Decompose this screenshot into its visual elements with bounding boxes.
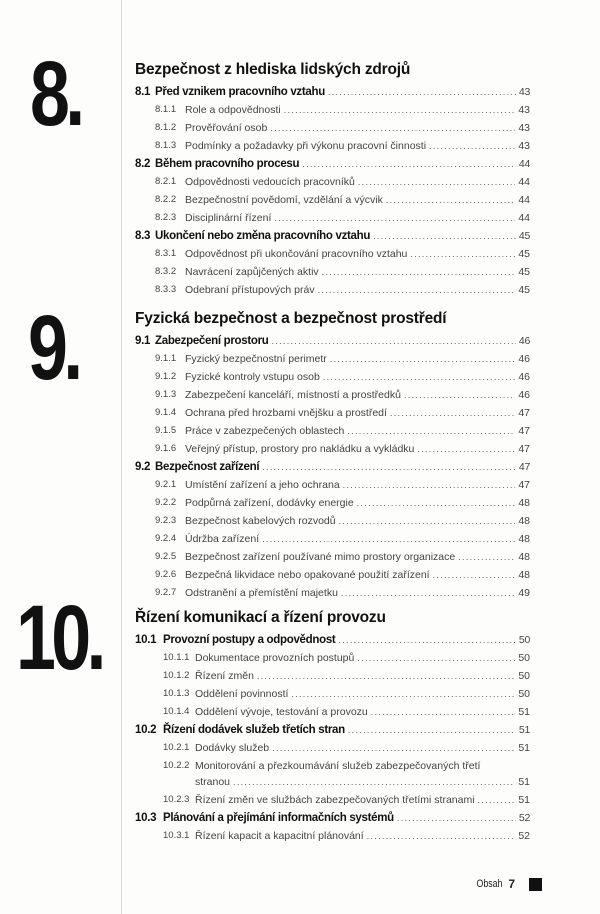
entry-number: 10.3.1 <box>163 830 190 841</box>
toc-section-entry[interactable] <box>135 720 530 738</box>
toc-section-entry[interactable] <box>135 808 530 826</box>
toc-subsection-entry[interactable] <box>135 262 530 280</box>
entry-title: Fyzický bezpečnostní perimetr <box>185 353 327 365</box>
entry-title: Odebraní přístupových práv <box>185 284 315 296</box>
entry-page: 45 <box>518 248 530 260</box>
entry-page: 46 <box>518 353 530 365</box>
entry-page: 47 <box>518 461 530 473</box>
entry-number: 9.2.1 <box>155 479 177 490</box>
entry-title: Oddělení vývoje, testování a provozu <box>195 706 368 718</box>
entry-number: 9.2.3 <box>155 515 177 526</box>
dot-leader <box>262 459 516 475</box>
entry-number: 8.3.1 <box>155 248 177 259</box>
dot-leader <box>272 740 515 756</box>
toc-subsection-entry[interactable] <box>135 547 530 565</box>
entry-number: 9.1.4 <box>155 407 177 418</box>
toc-subsection-entry[interactable] <box>135 349 530 367</box>
entry-page: 51 <box>518 794 530 806</box>
dot-leader <box>478 792 516 808</box>
dot-leader <box>339 513 516 529</box>
entry-number: 10.2 <box>135 724 157 736</box>
entry-number: 9.1.1 <box>155 353 177 364</box>
dot-leader <box>397 810 516 826</box>
black-square-marker <box>529 878 542 891</box>
entry-title: Zabezpečení kanceláří, místností a prostředků <box>185 389 401 401</box>
page-number: 7 <box>508 877 516 891</box>
entry-page: 50 <box>518 688 530 700</box>
entry-page: 45 <box>518 230 530 242</box>
toc-section-entry[interactable] <box>135 226 530 244</box>
toc-subsection-entry[interactable] <box>135 756 530 774</box>
toc-section-entry[interactable] <box>135 331 530 349</box>
entry-title: Odpovědnosti vedoucích pracovníků <box>185 176 355 188</box>
entry-page: 50 <box>518 652 530 664</box>
entry-page: 51 <box>518 706 530 718</box>
entry-title: Bezpečná likvidace nebo opakované použití zařízení <box>185 569 430 581</box>
toc-subsection-entry[interactable] <box>135 475 530 493</box>
toc-subsection-entry[interactable] <box>135 100 530 118</box>
entry-page: 44 <box>518 158 530 170</box>
dot-leader <box>358 174 515 190</box>
dot-leader <box>323 369 516 385</box>
toc-subsection-entry[interactable] <box>135 172 530 190</box>
entry-title: Řízení změn ve službách zabezpečovaných třetími stranami <box>195 794 475 806</box>
entry-number: 10.2.2 <box>163 760 190 771</box>
entry-number: 8.3.2 <box>155 266 177 277</box>
entry-number: 9.2.4 <box>155 533 177 544</box>
entry-number: 10.2.1 <box>163 742 190 753</box>
dot-leader <box>433 567 516 583</box>
toc-subsection-entry[interactable] <box>135 684 530 702</box>
entry-number: 9.1.6 <box>155 443 177 454</box>
entry-title: Bezpečnost zařízení <box>155 461 260 473</box>
toc-section-entry[interactable] <box>135 630 530 648</box>
entry-number: 8.3 <box>135 230 151 242</box>
entry-page: 43 <box>518 122 530 134</box>
entry-number: 9.2.7 <box>155 587 177 598</box>
toc-section-entry[interactable] <box>135 82 530 100</box>
entry-page: 50 <box>518 634 530 646</box>
dot-leader <box>338 632 515 648</box>
entry-number: 10.3 <box>135 812 157 824</box>
entry-title: Monitorování a přezkoumávání služeb zabezpečovaných třetí <box>195 760 481 772</box>
entry-title: Podpůrná zařízení, dodávky energie <box>185 497 354 509</box>
entry-title: Plánování a přejímání informačních systémů <box>163 812 394 824</box>
entry-page: 49 <box>518 587 530 599</box>
entry-list <box>135 630 530 844</box>
toc-subsection-entry[interactable] <box>135 648 530 666</box>
entry-page: 48 <box>518 533 530 545</box>
entry-number: 8.1 <box>135 86 151 98</box>
toc-subsection-entry[interactable] <box>135 826 530 844</box>
entry-title: Řízení kapacit a kapacitní plánování <box>195 830 364 842</box>
dot-leader <box>302 156 516 172</box>
toc-subsection-entry[interactable] <box>135 565 530 583</box>
entry-number: 10.2.3 <box>163 794 190 805</box>
entry-number: 9.2 <box>135 461 151 473</box>
toc-section-entry[interactable] <box>135 457 530 475</box>
entry-title: Ochrana před hrozbami vnějšku a prostředí <box>185 407 387 419</box>
entry-title: Podmínky a požadavky při výkonu pracovní činnosti <box>185 140 427 152</box>
entry-title: Odstranění a přemístění majetku <box>185 587 338 599</box>
entry-page: 52 <box>518 812 530 824</box>
entry-number: 9.1.5 <box>155 425 177 436</box>
dot-leader <box>458 549 515 565</box>
entry-title: Bezpečnost zařízení používané mimo prostory organizace <box>185 551 456 563</box>
entry-number: 8.2.2 <box>155 194 177 205</box>
entry-title: Před vznikem pracovního vztahu <box>155 86 325 98</box>
entry-title: Bezpečnost kabelových rozvodů <box>185 515 336 527</box>
entry-number: 9.1.3 <box>155 389 177 400</box>
entry-page: 51 <box>518 742 530 754</box>
entry-page: 47 <box>518 407 530 419</box>
entry-title: Odpovědnost při ukončování pracovního vztahu <box>185 248 408 260</box>
dot-leader <box>429 138 515 154</box>
dot-leader <box>410 246 515 262</box>
toc-subsection-entry[interactable] <box>135 136 530 154</box>
toc-subsection-entry[interactable] <box>135 403 530 421</box>
dot-leader <box>330 351 516 367</box>
toc-subsection-entry[interactable] <box>135 190 530 208</box>
dot-leader <box>371 704 516 720</box>
entry-page: 47 <box>518 425 530 437</box>
chapter-9-number: 9. <box>28 297 79 399</box>
chapter-9 <box>135 309 530 601</box>
dot-leader <box>274 210 515 226</box>
entry-number: 10.1.3 <box>163 688 190 699</box>
entry-number: 9.2.2 <box>155 497 177 508</box>
dot-leader <box>270 120 515 136</box>
dot-leader <box>373 228 516 244</box>
toc-subsection-entry[interactable] <box>135 529 530 547</box>
chapter-title: Řízení komunikací a řízení provozu <box>135 609 386 626</box>
dot-leader <box>357 650 515 666</box>
entry-page: 50 <box>518 670 530 682</box>
toc-subsection-entry[interactable] <box>135 118 530 136</box>
entry-title: Řízení změn <box>195 670 254 682</box>
toc-subsection-entry[interactable] <box>135 702 530 720</box>
dot-leader <box>348 722 516 738</box>
chapter-10-number: 10. <box>16 587 102 689</box>
toc-section-entry[interactable] <box>135 154 530 172</box>
toc-subsection-entry[interactable] <box>135 790 530 808</box>
chapter-8-number: 8. <box>30 43 81 145</box>
dot-leader <box>390 405 515 421</box>
entry-title: Dodávky služeb <box>195 742 270 754</box>
entry-page: 48 <box>518 497 530 509</box>
dot-leader <box>347 423 515 439</box>
entry-list <box>135 331 530 601</box>
entry-title-continuation: stranou <box>195 776 231 788</box>
entry-title: Navrácení zapůjčených aktiv <box>185 266 319 278</box>
entry-title: Dokumentace provozních postupů <box>195 652 355 664</box>
toc-subsection-entry[interactable] <box>135 244 530 262</box>
entry-title: Provozní postupy a odpovědnost <box>163 634 336 646</box>
entry-number: 10.1.1 <box>163 652 190 663</box>
entry-page: 43 <box>518 140 530 152</box>
toc-subsection-entry[interactable] <box>135 666 530 684</box>
entry-title: Disciplinární řízení <box>185 212 272 224</box>
entry-title: Fyzické kontroly vstupu osob <box>185 371 320 383</box>
entry-title: Práce v zabezpečených oblastech <box>185 425 345 437</box>
entry-number: 8.2.1 <box>155 176 177 187</box>
entry-number: 8.3.3 <box>155 284 177 295</box>
entry-number: 9.2.6 <box>155 569 177 580</box>
chapter-title: Fyzická bezpečnost a bezpečnost prostředí <box>135 310 447 327</box>
dot-leader <box>272 333 516 349</box>
dot-leader <box>417 441 515 457</box>
entry-number: 8.1.2 <box>155 122 177 133</box>
entry-number: 8.1.3 <box>155 140 177 151</box>
toc-subsection-entry[interactable] <box>135 583 530 601</box>
toc-subsection-entry[interactable] <box>135 738 530 756</box>
entry-number: 10.1 <box>135 634 157 646</box>
entry-title: Prověřování osob <box>185 122 268 134</box>
entry-title: Umístění zařízení a jeho ochrana <box>185 479 340 491</box>
entry-page: 48 <box>518 569 530 581</box>
dot-leader <box>233 774 515 790</box>
dot-leader <box>284 102 516 118</box>
entry-title: Oddělení povinností <box>195 688 289 700</box>
entry-title: Role a odpovědnosti <box>185 104 281 116</box>
entry-page: 44 <box>518 212 530 224</box>
entry-page: 43 <box>518 86 530 98</box>
entry-number: 9.1 <box>135 335 151 347</box>
toc-subsection-entry[interactable] <box>135 208 530 226</box>
dot-leader <box>322 264 516 280</box>
entry-title: Ukončení nebo změna pracovního vztahu <box>155 230 371 242</box>
entry-title: Bezpečnostní povědomí, vzdělání a výcvik <box>185 194 383 206</box>
entry-page: 51 <box>518 724 530 736</box>
dot-leader <box>357 495 516 511</box>
toc-subsection-entry[interactable] <box>135 493 530 511</box>
entry-page: 51 <box>518 776 530 788</box>
entry-number: 9.1.2 <box>155 371 177 382</box>
entry-page: 45 <box>518 284 530 296</box>
dot-leader <box>343 477 516 493</box>
page-footer <box>470 877 542 891</box>
entry-title: Řízení dodávek služeb třetích stran <box>163 724 345 736</box>
entry-title: Veřejný přístup, prostory pro nakládku a vykládku <box>185 443 415 455</box>
entry-page: 47 <box>518 443 530 455</box>
entry-page: 52 <box>518 830 530 842</box>
dot-leader <box>341 585 515 601</box>
entry-page: 45 <box>518 266 530 278</box>
dot-leader <box>291 686 515 702</box>
toc-subsection-entry-continuation <box>135 774 530 790</box>
entry-number: 8.2 <box>135 158 151 170</box>
entry-page: 48 <box>518 551 530 563</box>
entry-page: 46 <box>518 371 530 383</box>
dot-leader <box>328 84 516 100</box>
entry-page: 44 <box>518 194 530 206</box>
dot-leader <box>262 531 515 547</box>
entry-page: 43 <box>518 104 530 116</box>
entry-title: Zabezpečení prostoru <box>155 335 269 347</box>
dot-leader <box>404 387 515 403</box>
entry-page: 46 <box>518 389 530 401</box>
toc-subsection-entry[interactable] <box>135 511 530 529</box>
toc-subsection-entry[interactable] <box>135 439 530 457</box>
entry-number: 8.1.1 <box>155 104 177 115</box>
entry-number: 10.1.4 <box>163 706 190 717</box>
entry-list <box>135 82 530 298</box>
entry-page: 47 <box>518 479 530 491</box>
toc-subsection-entry[interactable] <box>135 385 530 403</box>
entry-title: Údržba zařízení <box>185 533 260 545</box>
dot-leader <box>257 668 515 684</box>
toc-subsection-entry[interactable] <box>135 421 530 439</box>
margin-divider <box>121 0 122 914</box>
entry-page: 44 <box>518 176 530 188</box>
dot-leader <box>318 282 516 298</box>
entry-number: 10.1.2 <box>163 670 190 681</box>
dot-leader <box>367 828 516 844</box>
entry-title: Během pracovního procesu <box>155 158 300 170</box>
entry-page: 48 <box>518 515 530 527</box>
chapter-8 <box>135 60 530 298</box>
toc-subsection-entry[interactable] <box>135 280 530 298</box>
chapter-10 <box>135 608 530 844</box>
entry-number: 9.2.5 <box>155 551 177 562</box>
entry-page: 46 <box>518 335 530 347</box>
toc-subsection-entry[interactable] <box>135 367 530 385</box>
dot-leader <box>386 192 515 208</box>
entry-number: 8.2.3 <box>155 212 177 223</box>
chapter-title: Bezpečnost z hlediska lidských zdrojů <box>135 61 411 78</box>
footer-label: Obsah <box>476 878 503 890</box>
